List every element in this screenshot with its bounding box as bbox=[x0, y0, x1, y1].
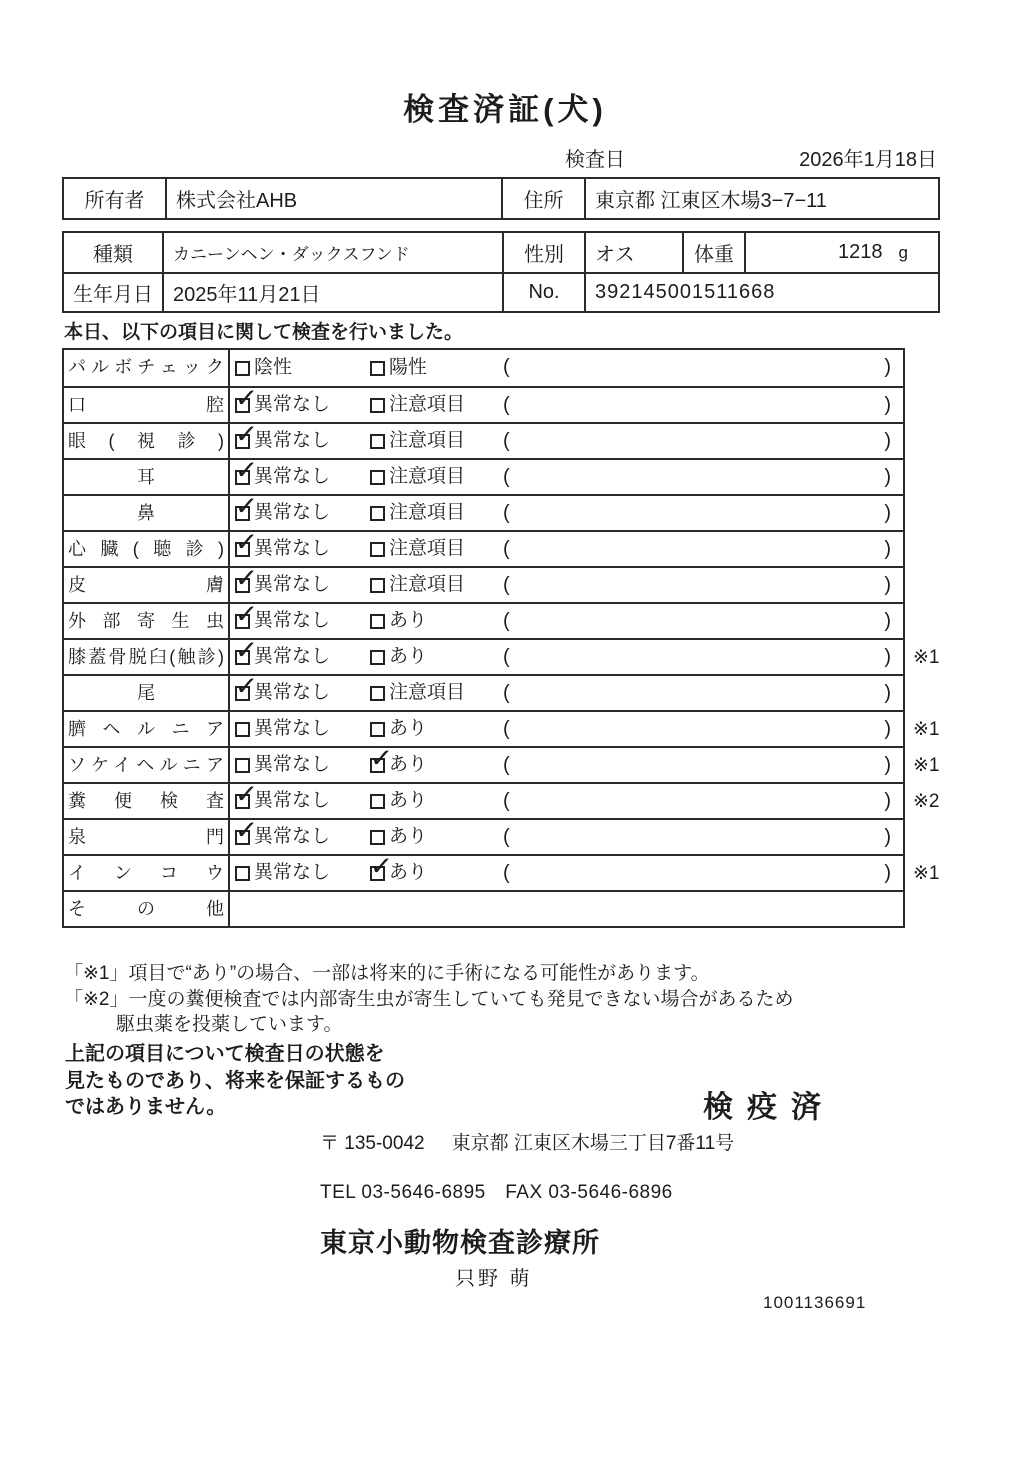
checklist-row-options bbox=[230, 633, 903, 674]
checkbox-unchecked bbox=[370, 614, 385, 629]
checklist-row-1 bbox=[64, 381, 903, 422]
checkbox-unchecked bbox=[370, 470, 385, 485]
weight-unit: g bbox=[898, 242, 908, 262]
breed-value: カニーンヘン・ダックスフンド bbox=[162, 233, 502, 272]
option-label: 異常なし bbox=[254, 754, 331, 775]
result-paren-close: ) bbox=[884, 538, 891, 560]
result-paren-open: ( bbox=[503, 466, 510, 488]
option-group bbox=[234, 561, 331, 602]
checklist-row-4 bbox=[64, 489, 903, 530]
checklist-row-options bbox=[230, 417, 903, 458]
checkbox-checked bbox=[369, 741, 394, 774]
checklist-row-10 bbox=[64, 710, 940, 746]
option-group bbox=[369, 741, 428, 782]
checkbox-unchecked bbox=[370, 722, 385, 737]
result-paren-open: ( bbox=[503, 502, 510, 524]
checklist-row-14 bbox=[64, 849, 940, 890]
option-label: あり bbox=[389, 754, 428, 775]
checklist-row-options bbox=[230, 777, 903, 818]
checklist-row-13 bbox=[64, 813, 903, 854]
result-paren-open: ( bbox=[503, 574, 510, 596]
checklist-item-label: 口腔 bbox=[64, 388, 230, 422]
result-paren-open: ( bbox=[503, 718, 510, 740]
result-paren-close: ) bbox=[884, 502, 891, 524]
checklist-row-options bbox=[230, 813, 903, 854]
result-paren-close: ) bbox=[884, 646, 891, 668]
check-mark-icon: ✓ bbox=[234, 777, 259, 810]
checklist-item-label: 眼(視診) bbox=[64, 424, 230, 458]
checklist-row-6 bbox=[64, 561, 903, 602]
check-mark-icon: ✓ bbox=[234, 381, 259, 414]
checkbox-checked bbox=[234, 453, 259, 486]
check-mark-icon: ✓ bbox=[234, 597, 259, 630]
pet-info-table bbox=[62, 231, 940, 313]
checklist-row-3 bbox=[64, 453, 903, 494]
checklist-row-options bbox=[230, 525, 903, 566]
footnote-ref: ※1 bbox=[913, 719, 940, 740]
checkbox-checked bbox=[234, 633, 259, 666]
checkbox-unchecked bbox=[235, 361, 250, 376]
option-label: 注意項目 bbox=[389, 430, 466, 451]
option-label: 注意項目 bbox=[389, 502, 466, 523]
checklist-row-9 bbox=[64, 669, 903, 710]
clinic-name: 東京小動物検査診療所 bbox=[320, 1228, 600, 1258]
disclaimer-line-2: 見たものであり、将来を保証するもの bbox=[65, 1069, 405, 1092]
checklist-row-options bbox=[230, 712, 903, 746]
checklist-row-options bbox=[230, 561, 903, 602]
option-group bbox=[234, 453, 331, 494]
quarantine-passed-stamp: 検疫済 bbox=[703, 1091, 835, 1124]
owner-label: 所有者 bbox=[84, 190, 145, 212]
no-label: No. bbox=[502, 272, 584, 311]
disclaimer-line-3: ではありません。 bbox=[65, 1096, 227, 1118]
inspection-date-label: 検査日 bbox=[565, 149, 625, 171]
result-paren-close: ) bbox=[884, 610, 891, 632]
disclaimer-text bbox=[65, 1041, 405, 1121]
option-group bbox=[234, 669, 331, 710]
result-paren-open: ( bbox=[503, 394, 510, 416]
result-paren-open: ( bbox=[503, 538, 510, 560]
result-paren-open: ( bbox=[503, 610, 510, 632]
checkbox-unchecked bbox=[370, 794, 385, 809]
option-group bbox=[235, 856, 330, 890]
checkbox-checked bbox=[234, 381, 259, 414]
result-paren-open: ( bbox=[503, 862, 510, 884]
checklist-item-label: ソケイヘルニア bbox=[64, 748, 230, 782]
option-group bbox=[234, 417, 331, 458]
option-label: 異常なし bbox=[254, 466, 331, 487]
checkbox-unchecked bbox=[370, 361, 385, 376]
checkbox-unchecked bbox=[370, 686, 385, 701]
check-mark-icon: ✓ bbox=[234, 489, 259, 522]
option-group bbox=[370, 640, 427, 674]
checkbox-checked bbox=[369, 849, 394, 882]
result-paren-close: ) bbox=[884, 682, 891, 704]
clinic-address: 東京都 江東区木場三丁目7番11号 bbox=[451, 1133, 735, 1154]
checklist-row-options bbox=[230, 453, 903, 494]
option-label: あり bbox=[389, 862, 428, 883]
option-label: 異常なし bbox=[254, 538, 331, 559]
result-paren-open: ( bbox=[503, 430, 510, 452]
checkbox-unchecked bbox=[370, 650, 385, 665]
footnotes bbox=[64, 961, 794, 1038]
checklist-item-label: 耳 bbox=[64, 460, 230, 494]
option-label: 注意項目 bbox=[389, 574, 466, 595]
footnote-ref: ※1 bbox=[913, 647, 940, 668]
veterinarian-name: 只野 萌 bbox=[455, 1268, 533, 1290]
option-group bbox=[234, 489, 331, 530]
result-paren-close: ) bbox=[884, 466, 891, 488]
option-group bbox=[370, 820, 427, 854]
checkbox-unchecked bbox=[370, 542, 385, 557]
option-label: あり bbox=[389, 826, 428, 847]
sex-label: 性別 bbox=[502, 233, 584, 272]
option-label: あり bbox=[389, 610, 428, 631]
check-mark-icon: ✓ bbox=[234, 561, 259, 594]
option-group bbox=[234, 597, 331, 638]
checklist-row-15 bbox=[64, 890, 903, 926]
checkbox-checked bbox=[234, 597, 259, 630]
birthdate-label: 生年月日 bbox=[64, 272, 162, 311]
checkbox-checked bbox=[234, 561, 259, 594]
option-label: 異常なし bbox=[254, 646, 331, 667]
document-number: 1001136691 bbox=[763, 1293, 867, 1312]
check-mark-icon: ✓ bbox=[234, 633, 259, 666]
check-mark-icon: ✓ bbox=[234, 525, 259, 558]
option-group bbox=[234, 381, 331, 422]
checklist-row-options bbox=[230, 381, 903, 422]
option-group bbox=[370, 784, 427, 818]
birthdate-value: 2025年11月21日 bbox=[162, 272, 502, 311]
result-paren-open: ( bbox=[503, 682, 510, 704]
footnote-ref: ※1 bbox=[913, 755, 940, 776]
checkbox-unchecked bbox=[370, 830, 385, 845]
page-title: 検査済証(犬) bbox=[403, 92, 607, 127]
breed-label: 種類 bbox=[93, 244, 133, 266]
option-label: 注意項目 bbox=[389, 466, 466, 487]
checkbox-unchecked bbox=[370, 434, 385, 449]
option-group bbox=[369, 849, 428, 890]
result-paren-close: ) bbox=[884, 754, 891, 776]
weight-value: 1218 bbox=[838, 241, 883, 263]
check-mark-icon: ✓ bbox=[369, 849, 394, 882]
option-label: 注意項目 bbox=[389, 538, 466, 559]
disclaimer-line-1: 上記の項目について検査日の状態を bbox=[65, 1043, 385, 1065]
option-group bbox=[234, 525, 331, 566]
footnote-ref: ※2 bbox=[913, 791, 940, 812]
option-label: 異常なし bbox=[254, 610, 331, 631]
option-label: 異常なし bbox=[254, 718, 331, 739]
option-group bbox=[234, 777, 331, 818]
result-paren-close: ) bbox=[884, 718, 891, 740]
result-paren-close: ) bbox=[884, 430, 891, 452]
option-group bbox=[370, 604, 427, 638]
option-group bbox=[235, 748, 330, 782]
sex-value: オス bbox=[584, 233, 682, 272]
checkbox-checked bbox=[234, 777, 259, 810]
intro-text: 本日、以下の項目に関して検査を行いました。 bbox=[64, 322, 464, 343]
option-group bbox=[234, 813, 331, 854]
option-group bbox=[370, 712, 427, 746]
clinic-tel-fax: TEL 03-5646-6895 FAX 03-5646-6896 bbox=[320, 1182, 673, 1203]
option-label: あり bbox=[389, 646, 428, 667]
checklist-item-label: 皮膚 bbox=[64, 568, 230, 602]
result-paren-close: ) bbox=[884, 826, 891, 848]
weight-label: 体重 bbox=[682, 233, 744, 272]
checklist-row-0 bbox=[64, 350, 903, 386]
address-label: 住所 bbox=[501, 179, 584, 218]
option-label: あり bbox=[389, 718, 428, 739]
checkbox-checked bbox=[234, 489, 259, 522]
owner-value: 株式会社AHB bbox=[165, 179, 501, 218]
checkbox-checked bbox=[234, 669, 259, 702]
option-label: 陽性 bbox=[389, 357, 428, 378]
no-value: 392145001511668 bbox=[584, 272, 938, 311]
checklist-item-label: 膝蓋骨脱臼(触診) bbox=[64, 640, 230, 674]
weight-cell bbox=[744, 233, 938, 272]
result-paren-open: ( bbox=[503, 826, 510, 848]
inspection-date-value: 2026年1月18日 bbox=[799, 149, 937, 171]
option-group bbox=[370, 460, 465, 494]
option-group bbox=[370, 424, 465, 458]
checklist-item-label: 臍ヘルニア bbox=[64, 712, 230, 746]
checkbox-unchecked bbox=[370, 578, 385, 593]
check-mark-icon: ✓ bbox=[234, 669, 259, 702]
checkbox-checked bbox=[234, 525, 259, 558]
option-label: 陰性 bbox=[254, 357, 293, 378]
option-group bbox=[234, 633, 331, 674]
checklist-row-options bbox=[230, 669, 903, 710]
inspection-date-row bbox=[565, 143, 937, 172]
clinic-postal-code: 〒 135-0042 bbox=[320, 1133, 425, 1154]
checklist-item-label: 糞便検査 bbox=[64, 784, 230, 818]
option-label: 注意項目 bbox=[389, 682, 466, 703]
checklist-row-options bbox=[230, 849, 903, 890]
checklist-row-5 bbox=[64, 525, 903, 566]
result-paren-open: ( bbox=[503, 754, 510, 776]
owner-table bbox=[62, 177, 940, 220]
option-label: 異常なし bbox=[254, 862, 331, 883]
checklist-item-label: その他 bbox=[64, 892, 230, 926]
option-group bbox=[370, 676, 465, 710]
option-label: 異常なし bbox=[254, 394, 331, 415]
footnote-1: 「※1」項目で“あり”の場合、一部は将来的に手術になる可能性があります。 bbox=[64, 963, 710, 984]
checkbox-unchecked bbox=[235, 758, 250, 773]
result-paren-close: ) bbox=[884, 862, 891, 884]
checklist-row-11 bbox=[64, 741, 940, 782]
checklist-row-options bbox=[230, 741, 903, 782]
result-paren-open: ( bbox=[503, 356, 510, 378]
checklist-row-options bbox=[230, 489, 903, 530]
check-mark-icon: ✓ bbox=[234, 417, 259, 450]
option-label: 注意項目 bbox=[389, 394, 466, 415]
option-group bbox=[370, 496, 465, 530]
checklist-row-7 bbox=[64, 597, 903, 638]
result-paren-close: ) bbox=[884, 356, 891, 378]
checklist-row-options bbox=[230, 597, 903, 638]
checklist-item-label: 外部寄生虫 bbox=[64, 604, 230, 638]
checklist-item-label: 泉門 bbox=[64, 820, 230, 854]
option-label: 異常なし bbox=[254, 826, 331, 847]
option-group bbox=[235, 350, 292, 386]
checkbox-unchecked bbox=[235, 722, 250, 737]
result-paren-close: ) bbox=[884, 790, 891, 812]
checkbox-unchecked bbox=[370, 506, 385, 521]
checklist-item-label: 心臓(聴診) bbox=[64, 532, 230, 566]
option-group bbox=[235, 712, 330, 746]
checklist-row-12 bbox=[64, 777, 940, 818]
check-mark-icon: ✓ bbox=[234, 813, 259, 846]
checklist-row-2 bbox=[64, 417, 903, 458]
option-label: 異常なし bbox=[254, 790, 331, 811]
checkbox-checked bbox=[234, 417, 259, 450]
check-mark-icon: ✓ bbox=[234, 453, 259, 486]
option-label: 異常なし bbox=[254, 502, 331, 523]
option-label: 異常なし bbox=[254, 430, 331, 451]
result-paren-close: ) bbox=[884, 574, 891, 596]
result-paren-open: ( bbox=[503, 646, 510, 668]
checkbox-unchecked bbox=[235, 866, 250, 881]
address-value: 東京都 江東区木場3−7−11 bbox=[584, 179, 938, 218]
footnote-2: 「※2」一度の糞便検査では内部寄生虫が寄生していても発見できない場合があるため bbox=[64, 988, 794, 1010]
clinic-address-row bbox=[320, 1128, 734, 1155]
checklist-row-options bbox=[230, 892, 903, 926]
checklist-item-label: パルボチェック bbox=[64, 350, 230, 386]
check-mark-icon: ✓ bbox=[369, 741, 394, 774]
result-paren-open: ( bbox=[503, 790, 510, 812]
checklist-item-label: 尾 bbox=[64, 676, 230, 710]
checkbox-checked bbox=[234, 813, 259, 846]
option-label: 異常なし bbox=[254, 682, 331, 703]
footnote-ref: ※1 bbox=[913, 863, 940, 884]
option-group bbox=[370, 350, 427, 386]
option-group bbox=[370, 388, 465, 422]
option-group bbox=[370, 532, 465, 566]
result-paren-close: ) bbox=[884, 394, 891, 416]
checklist-row-options bbox=[230, 350, 903, 386]
checklist-table bbox=[62, 348, 940, 928]
option-label: 異常なし bbox=[254, 574, 331, 595]
checklist-row-8 bbox=[64, 633, 940, 674]
checklist-item-label: 鼻 bbox=[64, 496, 230, 530]
checkbox-unchecked bbox=[370, 398, 385, 413]
footnote-2-continuation: 駆虫薬を投薬しています。 bbox=[116, 1014, 343, 1035]
option-group bbox=[370, 568, 465, 602]
checklist-item-label: インコウ bbox=[64, 856, 230, 890]
option-label: あり bbox=[389, 790, 428, 811]
